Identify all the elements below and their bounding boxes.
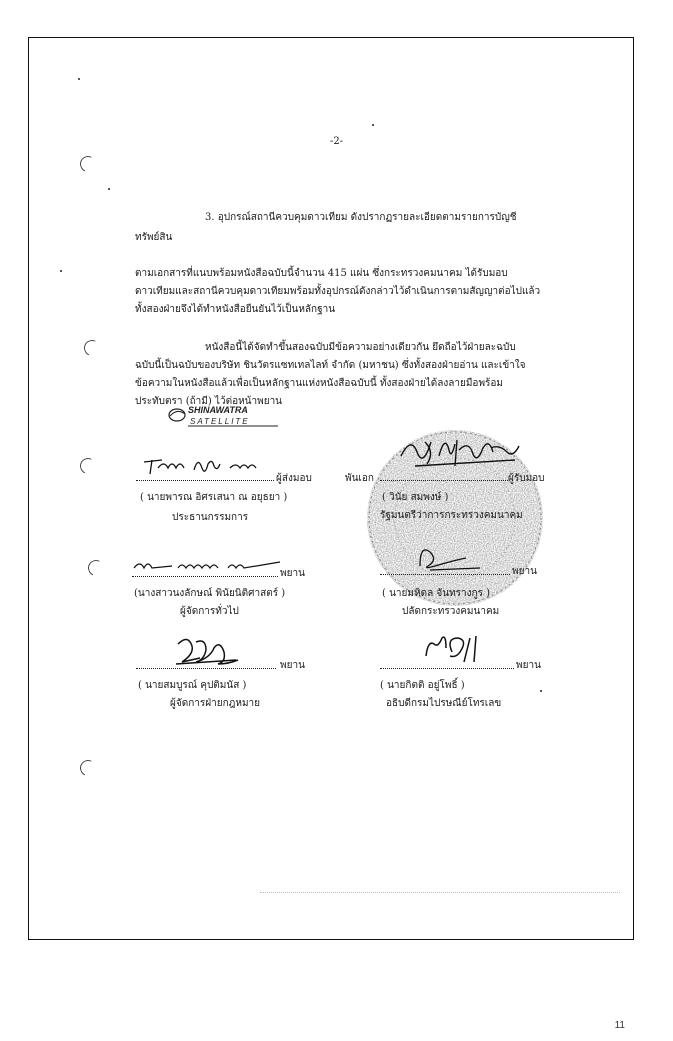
left3-name: ( นายสมบูรณ์ คุปติมนัส ) [138,680,247,691]
signature-winai [395,430,525,474]
scan-speck [78,78,80,80]
scan-artifact-line [260,892,620,893]
item3-line1: 3. อุปกรณ์สถานีควบคุมดาวเทียม ดังปรากฏรายละเอียดตามรายการบัญชี [205,212,517,223]
scan-speck [372,124,374,126]
left1-title: ประธานกรรมการ [172,512,249,523]
signature-somboon [172,634,242,668]
para2-line3: ข้อความในหนังสือแล้วเพื่อเป็นหลักฐานแห่งหนังสือฉบับนี้ ทั้งสองฝ่ายได้ลงลายมือพร้อม [135,378,503,389]
right1-name: ( วินัย สมพงษ์ ) [382,492,449,503]
left1-role: ผู้ส่งมอบ [276,473,312,484]
page-number: -2- [329,136,344,147]
footer-page-number: 11 [614,1020,625,1031]
right3-title: อธิบดีกรมไปรษณีย์โทรเลข [386,698,502,709]
left2-title: ผู้จัดการทั่วไป [180,606,239,617]
right2-title: ปลัดกระทรวงคมนาคม [402,606,500,617]
left3-title: ผู้จัดการฝ่ายกฎหมาย [170,698,261,709]
right1-prefix: พันเอก [345,473,374,484]
item3-line2: ทรัพย์สิน [135,232,173,243]
signature-line [132,576,278,577]
scan-speck [60,270,62,272]
left3-role: พยาน [280,660,305,671]
svg-text:SHINAWATRA: SHINAWATRA [188,405,248,415]
shinawatra-satellite-logo [168,402,280,428]
signature-mahidol [410,540,490,574]
left1-name: ( นายพารณ อิศรเสนา ณ อยุธยา ) [140,492,288,503]
signature-line [136,480,274,481]
right3-role: พยาน [516,660,541,671]
signature-line [380,480,508,481]
para2-line4: ประทับตรา (ถ้ามี) ไว้ต่อหน้าพยาน [135,396,283,407]
left2-role: พยาน [280,568,305,579]
signature-line [136,668,276,669]
right2-name: ( นายมหิดล จันทรางกูร ) [382,588,491,599]
right1-role: ผู้รับมอบ [508,473,545,484]
scan-speck [540,690,542,692]
para1-line1: ตามเอกสารที่แนบพร้อมหนังสือฉบับนี้จำนวน 415 แผ่น ซึ่งกระทรวงคมนาคม ได้รับมอบ [135,268,508,279]
scan-speck [108,188,110,190]
right1-title: รัฐมนตรีว่าการกระทรวงคมนาคม [380,510,523,521]
svg-text:SATELLITE: SATELLITE [190,417,250,426]
para2-line1: หนังสือนี้ได้จัดทำขึ้นสองฉบับมีข้อความอย่างเดียวกัน ยึดถือไว้ฝ่ายละฉบับ [205,342,516,353]
signature-nonglak [132,556,282,576]
signature-paron [140,452,270,478]
para1-line2: ดาวเทียมและสถานีควบคุมดาวเทียมพร้อมทั้งอุปกรณ์ดังกล่าวไว้ดำเนินการตามสัญญาต่อไปแล้ว [135,286,541,297]
right3-name: ( นายกิตติ อยู่โพธิ์ ) [380,680,465,691]
right2-role: พยาน [512,566,537,577]
para2-line2: ฉบับนี้เป็นฉบับของบริษัท ชินวัตรแซทเทลไลท์ จำกัด (มหาชน) ซึ่งทั้งสองฝ่ายอ่าน และเข้าใจ [135,360,526,371]
signature-line [380,668,514,669]
signature-kitti [422,632,494,666]
para1-line3: ทั้งสองฝ่ายจึงได้ทำหนังสือยืนยันไว้เป็นหลักฐาน [135,304,336,315]
signature-line [380,574,510,575]
left2-name: (นางสาวนงลักษณ์ พินัยนิติศาสตร์ ) [134,588,286,599]
